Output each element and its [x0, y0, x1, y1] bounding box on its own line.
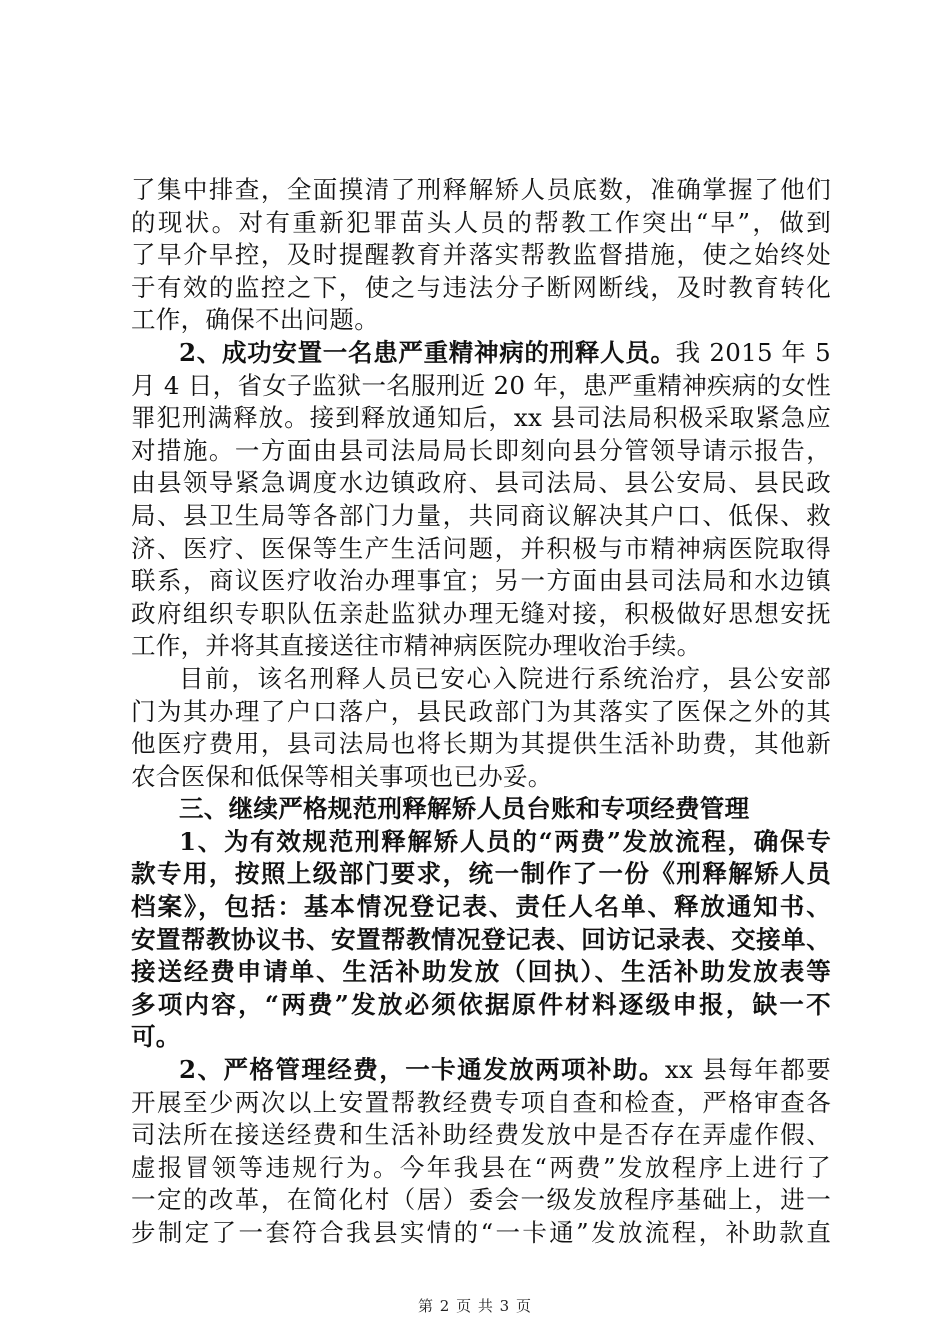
bold-lead-text: 接送经费申请单、生活补助发放（回执）、生活补助发放表等	[131, 957, 831, 987]
text-line	[131, 239, 831, 272]
line-text: 司法所在接送经费和生活补助经费发放中是否存在弄虚作假、	[131, 1120, 831, 1150]
line-text: 虚报冒领等违规行为。今年我县在“两费”发放程序上进行了	[131, 1152, 831, 1182]
line-text: 济、医疗、医保等生产生活问题，并积极与市精神病医院取得	[131, 533, 831, 563]
text-line	[131, 858, 831, 891]
text-line	[131, 1087, 831, 1120]
line-text: 农合医保和低保等相关事项也已办妥。	[131, 761, 553, 791]
text-line	[131, 1054, 831, 1087]
text-line	[131, 1152, 831, 1185]
text-line	[131, 924, 831, 957]
line-text: 政府组织专职队伍亲赴监狱办理无缝对接，积极做好思想安抚	[131, 598, 831, 628]
text-line	[131, 337, 831, 370]
line-text: 对措施。一方面由县司法局局长即刻向县分管领导请示报告，	[131, 435, 831, 465]
text-line	[131, 533, 831, 566]
text-line	[131, 304, 831, 337]
text-line	[131, 663, 831, 696]
document-body	[131, 174, 831, 1250]
line-text: 由县领导紧急调度水边镇政府、县司法局、县公安局、县民政	[131, 468, 831, 498]
text-line	[131, 728, 831, 761]
text-line	[131, 272, 831, 305]
text-line	[131, 891, 831, 924]
line-text: 他医疗费用，县司法局也将长期为其提供生活补助费，其他新	[131, 729, 831, 759]
line-text: 罪犯刑满释放。接到释放通知后，xx 县司法局积极采取紧急应	[131, 403, 831, 433]
line-text: 一定的改革，在简化村（居）委会一级发放程序基础上，进一	[131, 1185, 831, 1215]
text-line	[131, 598, 831, 631]
line-text: 三、继续严格规范刑释解矫人员台账和专项经费管理	[179, 794, 750, 824]
bold-lead-text: 安置帮教协议书、安置帮教情况登记表、回访记录表、交接单、	[131, 924, 831, 954]
bold-lead-text: 可。	[131, 1022, 181, 1052]
line-text: xx 县每年都要	[664, 1055, 831, 1085]
text-line	[131, 630, 831, 663]
text-line	[131, 207, 831, 240]
bold-lead-text: 2、成功安置一名患严重精神病的刑释人员。	[179, 337, 676, 367]
line-text: 于有效的监控之下，使之与违法分子断网断线，及时教育转化	[131, 272, 831, 302]
line-text: 了集中排查，全面摸清了刑释解矫人员底数，准确掌握了他们	[131, 175, 831, 204]
line-text: 开展至少两次以上安置帮教经费专项自查和检查，严格审查各	[131, 1087, 831, 1117]
text-line	[131, 370, 831, 403]
text-line	[131, 435, 831, 468]
bold-lead-text: 款专用，按照上级部门要求，统一制作了一份《刑释解矫人员	[131, 859, 831, 889]
line-text: 工作，并将其直接送往市精神病医院办理收治手续。	[131, 631, 702, 661]
text-line	[131, 467, 831, 500]
text-line	[131, 956, 831, 989]
text-line	[131, 1021, 831, 1054]
text-line	[131, 565, 831, 598]
text-line	[131, 1119, 831, 1152]
text-line	[131, 826, 831, 859]
text-line	[131, 1217, 831, 1250]
text-line	[131, 793, 831, 826]
bold-lead-text: 多项内容，“两费”发放必须依据原件材料逐级申报，缺一不	[131, 989, 831, 1019]
line-text: 目前，该名刑释人员已安心入院进行系统治疗，县公安部	[179, 663, 831, 693]
line-text: 联系，商议医疗收治办理事宜；另一方面由县司法局和水边镇	[131, 566, 831, 596]
text-line	[131, 1184, 831, 1217]
text-line	[131, 402, 831, 435]
line-text: 我 2015 年 5	[675, 337, 832, 367]
line-text: 局、县卫生局等各部门力量，共同商议解决其户口、低保、救	[131, 500, 831, 530]
bold-lead-text: 1、为有效规范刑释解矫人员的“两费”发放流程，确保专	[179, 826, 831, 856]
bold-lead-text: 2、严格管理经费，一卡通发放两项补助。	[179, 1055, 665, 1085]
line-text: 门为其办理了户口落户，县民政部门为其落实了医保之外的其	[131, 696, 831, 726]
page-footer: 第 2 页 共 3 页	[418, 1297, 532, 1315]
text-line	[131, 500, 831, 533]
line-text: 月 4 日，省女子监狱一名服刑近 20 年，患严重精神疾病的女性	[131, 370, 832, 400]
line-text: 工作，确保不出问题。	[131, 305, 379, 335]
text-line	[131, 174, 831, 207]
text-line	[131, 989, 831, 1022]
bold-lead-text: 档案》，包括：基本情况登记表、责任人名单、释放通知书、	[131, 892, 831, 922]
line-text: 了早介早控，及时提醒教育并落实帮教监督措施，使之始终处	[131, 240, 831, 270]
text-line	[131, 761, 831, 794]
line-text: 步制定了一套符合我县实情的“一卡通”发放流程，补助款直	[131, 1218, 831, 1247]
text-line	[131, 696, 831, 729]
line-text: 的现状。对有重新犯罪苗头人员的帮教工作突出“早”，做到	[131, 207, 831, 237]
